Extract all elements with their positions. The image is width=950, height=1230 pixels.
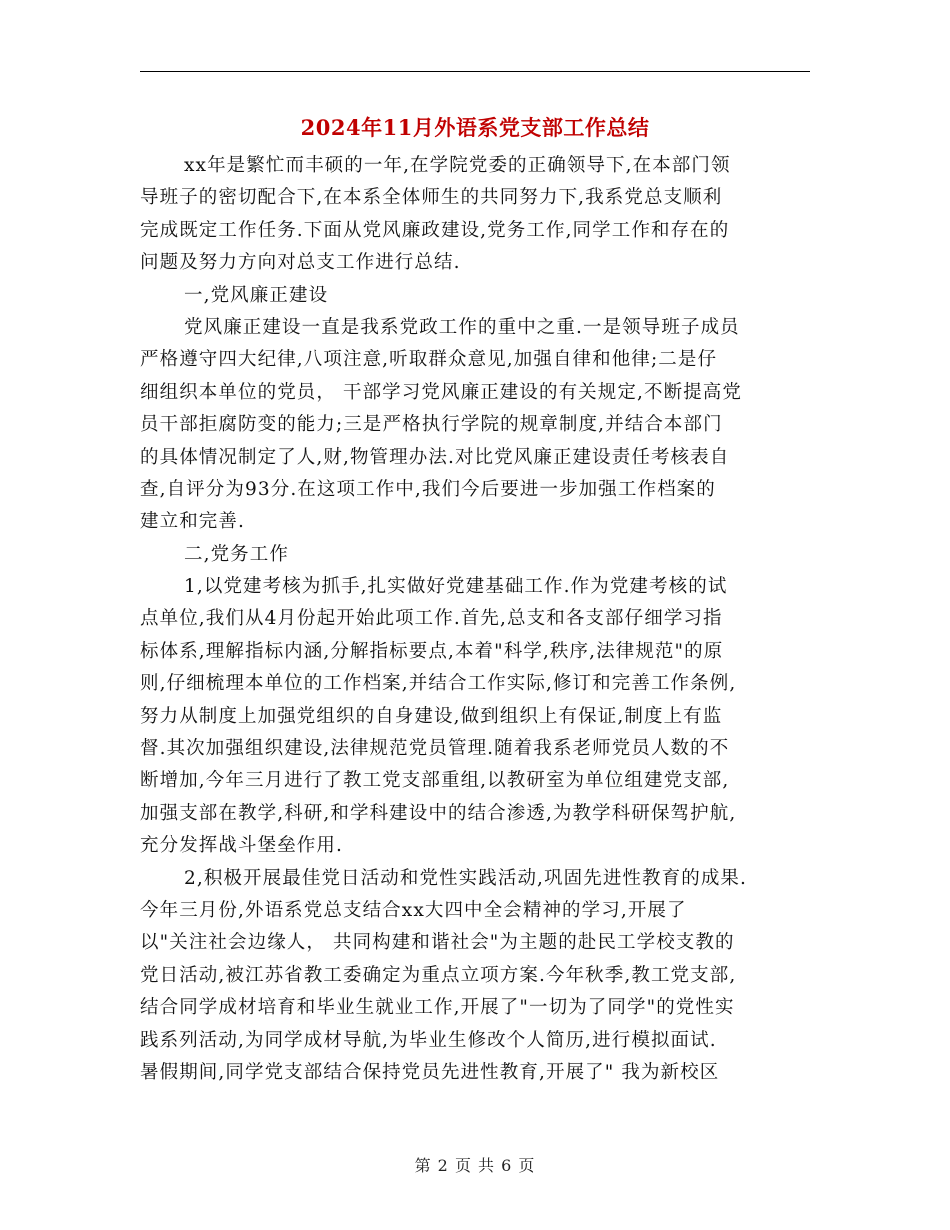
text-line: 党风廉正建设一直是我系党政工作的重中之重.一是领导班子成员 bbox=[184, 316, 740, 338]
text-line: 查,自评分为93分.在这项工作中,我们今后要进一步加强工作档案的 bbox=[140, 478, 716, 500]
section-heading: 二,党务工作 bbox=[184, 543, 289, 565]
text-line: 充分发挥战斗堡垒作用. bbox=[140, 835, 343, 857]
text-line: 努力从制度上加强党组织的自身建设,做到组织上有保证,制度上有监 bbox=[140, 705, 723, 727]
text-line: 员干部拒腐防变的能力;三是严格执行学院的规章制度,并结合本部门 bbox=[140, 414, 723, 436]
text-line: 今年三月份,外语系党总支结合xx大四中全会精神的学习,开展了 bbox=[140, 899, 687, 921]
text-line: 党日活动,被江苏省教工委确定为重点立项方案.今年秋季,教工党支部, bbox=[140, 964, 737, 986]
text-line: 断增加,今年三月进行了教工党支部重组,以教研室为单位组建党支部, bbox=[140, 770, 730, 792]
text-line: 点单位,我们从4月份起开始此项工作.首先,总支和各支部仔细学习指 bbox=[140, 608, 723, 630]
text-line: 的具体情况制定了人,财,物管理办法.对比党风廉正建设责任考核表自 bbox=[140, 446, 730, 468]
document-title: 2024年11月外语系党支部工作总结 bbox=[300, 115, 650, 140]
text-line: 则,仔细梳理本单位的工作档案,并结合工作实际,修订和完善工作条例, bbox=[140, 673, 737, 695]
text-line: 践系列活动,为同学成材导航,为毕业生修改个人简历,进行模拟面试. bbox=[140, 1029, 717, 1051]
text-line: 加强支部在教学,科研,和学科建设中的结合渗透,为教学科研保驾护航, bbox=[140, 802, 737, 824]
text-line: 导班子的密切配合下,在本系全体师生的共同努力下,我系党总支顺利 bbox=[140, 187, 723, 209]
text-line: xx年是繁忙而丰硕的一年,在学院党委的正确领导下,在本部门领 bbox=[184, 155, 731, 176]
text-line: 2,积极开展最佳党日活动和党性实践活动,巩固先进性教育的成果. bbox=[184, 867, 748, 889]
text-line: 标体系,理解指标内涵,分解指标要点,本着"科学,秩序,法律规范"的原 bbox=[140, 640, 724, 662]
text-line: 以"关注社会边缘人， 共同构建和谐社会"为主题的赴民工学校支教的 bbox=[140, 932, 735, 954]
text-line: 严格遵守四大纪律,八项注意,听取群众意见,加强自律和他律;二是仔 bbox=[140, 349, 718, 371]
text-line: 督.其次加强组织建设,法律规范党员管理.随着我系老师党员人数的不 bbox=[140, 738, 730, 760]
header-rule bbox=[140, 71, 810, 72]
text-line: 细组织本单位的党员， 干部学习党风廉正建设的有关规定,不断提高党 bbox=[140, 381, 742, 403]
text-line: 建立和完善. bbox=[140, 511, 245, 533]
page-footer: 第 2 页 共 6 页 bbox=[414, 1156, 536, 1175]
section-heading: 一,党风廉正建设 bbox=[184, 284, 329, 306]
text-line: 完成既定工作任务.下面从党风廉政建设,党务工作,同学工作和存在的 bbox=[140, 219, 730, 241]
text-line: 1,以党建考核为抓手,扎实做好党建基础工作.作为党建考核的试 bbox=[184, 576, 728, 598]
text-line: 暑假期间,同学党支部结合保持党员先进性教育,开展了" 我为新校区 bbox=[140, 1061, 720, 1083]
document-body bbox=[140, 150, 810, 1089]
text-line: 问题及努力方向对总支工作进行总结. bbox=[140, 252, 461, 274]
text-line: 结合同学成材培育和毕业生就业工作,开展了"一切为了同学"的党性实 bbox=[140, 997, 735, 1019]
